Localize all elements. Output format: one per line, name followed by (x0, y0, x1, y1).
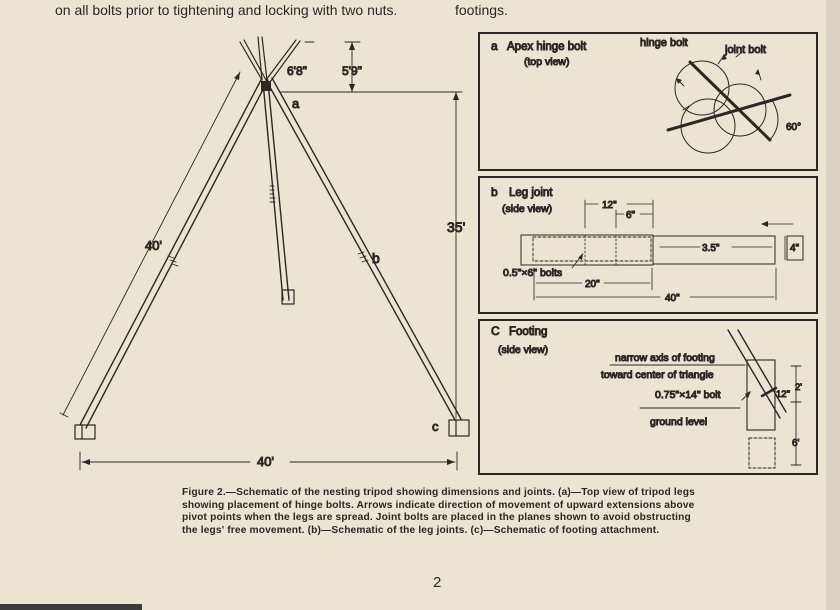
body-text-left: on all bolts prior to tightening and locking with two nuts. (55, 2, 398, 18)
panel-a-subtitle: (top view) (524, 56, 570, 68)
panel-a-apex-drawing (668, 61, 790, 153)
panel-b-dim-20: 20" (585, 279, 600, 290)
panel-c-axis-line1: narrow axis of footing (615, 352, 715, 364)
panel-c-dim-2: 2' (795, 382, 803, 393)
bottom-edge-bar (0, 604, 142, 610)
panel-c-bolt-label: 0.75"×14" bolt (655, 389, 721, 401)
panel-c-dim-12: 12" (776, 389, 790, 400)
dim-height: 35' (447, 219, 466, 235)
dim-base-width: 40' (257, 454, 274, 469)
panel-c-axis-line2: toward center of triangle (601, 369, 714, 381)
panel-c-dim-6: 6' (792, 438, 800, 449)
panel-a-angle-label: 60° (786, 122, 802, 133)
panel-b-dim-3-5: 3.5" (702, 243, 720, 254)
panel-c-subtitle: (side view) (498, 344, 549, 356)
panel-b-leg-joint-drawing (521, 235, 803, 265)
panel-c-title: Footing (509, 326, 548, 338)
panel-b-dim-6: 6" (626, 210, 636, 221)
tripod-legs (80, 37, 461, 428)
panel-b-bolts-label: 0.5"×6" bolts (503, 267, 563, 279)
panel-b-dim-4: 4" (790, 243, 800, 254)
panel-c-letter: C (491, 324, 500, 338)
panel-a-letter: a (491, 39, 498, 53)
panel-b-letter: b (491, 185, 498, 199)
dim-apex-top: 5'9" (342, 64, 362, 78)
panel-b-dim-40: 40" (665, 293, 680, 304)
panel-a-joint-bolt-label: joint bolt (725, 44, 766, 56)
panel-a-hinge-bolt-label: hinge bolt (640, 37, 688, 49)
body-text-right: footings. (455, 2, 508, 18)
figure-caption: Figure 2.—Schematic of the nesting tripod showing dimensions and joints. (a)—Top view of tripod legs showing placement of hinge bolts. Arrows indicate direction of movement of upward extensions above pivot points when the legs are spread. Joint bolts are placed in the planes shown to avoid obstructing the legs' free movement. (b)—Schematic of the leg joints. (c)—Schematic of footing attachment. (182, 487, 695, 536)
tripod-dimension-lines (60, 42, 462, 470)
label-apex-a: a (292, 96, 300, 111)
dim-apex-extension: 6'8" (287, 64, 307, 78)
panel-b-subtitle: (side view) (502, 203, 553, 215)
right-page-edge (826, 0, 840, 610)
panel-a-title: Apex hinge bolt (507, 41, 587, 53)
label-leg-b: b (372, 250, 380, 266)
label-footing-c: c (432, 419, 439, 434)
panel-b-dim-12: 12" (602, 200, 617, 211)
dim-leg-length: 40' (145, 238, 162, 253)
apex-hinge-block (261, 81, 271, 91)
page-number: 2 (433, 574, 442, 591)
panel-b-title: Leg joint (509, 187, 553, 199)
panel-c-ground-label: ground level (650, 416, 708, 428)
tripod-footings (75, 290, 469, 439)
